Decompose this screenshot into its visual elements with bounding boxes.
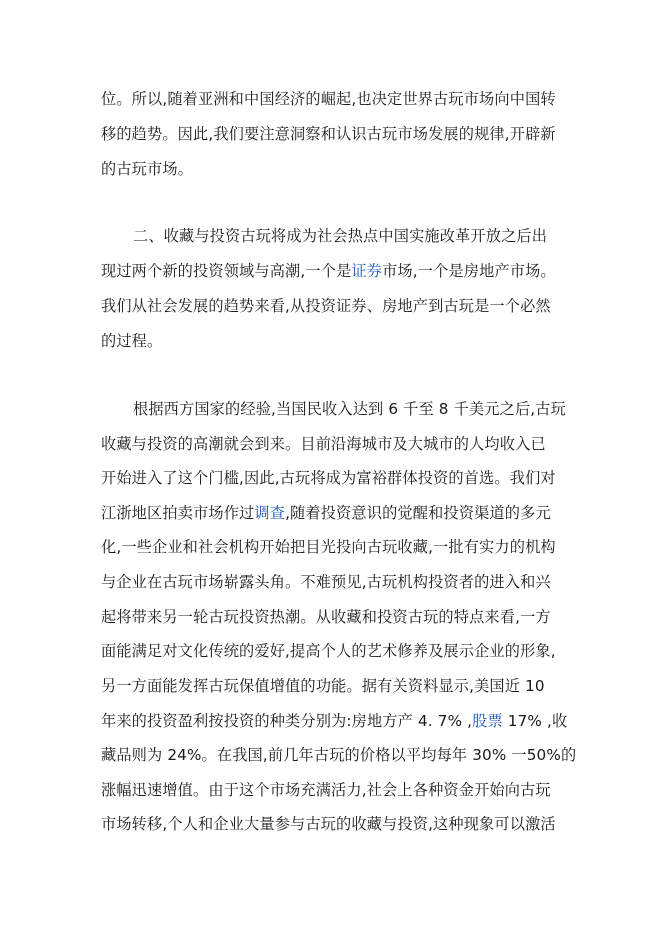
text-segment: 年来的投资盈利按投资的种类分别为:房地方产 4. 7% , bbox=[101, 712, 473, 730]
text-line bbox=[101, 261, 556, 281]
text-line: 与企业在古玩市场崭露头角。不难预见,古玩机构投资者的进入和兴 bbox=[101, 573, 551, 591]
text-line: 移的趋势。因此,我们要注意洞察和认识古玩市场发展的规律,开辟新 bbox=[101, 125, 556, 143]
text-segment: 市场,一个是房地产市场。 bbox=[382, 262, 556, 280]
text-line: 位。所以,随着亚洲和中国经济的崛起,也决定世界古玩市场向中国转 bbox=[101, 90, 556, 108]
text-line: 面能满足对文化传统的爱好,提高个人的艺术修养及展示企业的形象, bbox=[101, 642, 556, 660]
text-line: 的过程。 bbox=[101, 332, 163, 350]
text-segment: 17% ,收 bbox=[502, 712, 568, 730]
text-line: 藏品则为 24%。在我国,前几年古玩的价格以平均每年 30% 一50%的 bbox=[101, 746, 577, 764]
survey-link[interactable]: 调查 bbox=[254, 504, 286, 522]
stocks-link[interactable]: 股票 bbox=[472, 712, 503, 730]
text-segment: ,随着投资意识的觉醒和投资渠道的多元 bbox=[285, 504, 551, 522]
text-line: 化,一些企业和社会机构开始把目光投向古玩收藏,一批有实力的机构 bbox=[101, 538, 556, 556]
text-line: 涨幅迅速增值。由于这个市场充满活力,社会上各种资金开始向古玩 bbox=[101, 781, 551, 799]
text-line bbox=[101, 711, 567, 731]
text-line: 的古玩市场。 bbox=[101, 160, 194, 178]
text-line bbox=[101, 503, 551, 523]
text-line: 我们从社会发展的趋势来看,从投资证券、房地产到古玩是一个必然 bbox=[101, 297, 551, 315]
text-line: 开始进入了这个门槛,因此,古玩将成为富裕群体投资的首选。我们对 bbox=[101, 469, 556, 487]
text-line: 二、收藏与投资古玩将成为社会热点中国实施改革开放之后出 bbox=[133, 227, 548, 245]
text-line: 收藏与投资的高潮就会到来。目前沿海城市及大城市的人均收入已 bbox=[101, 435, 546, 453]
text-line: 根据西方国家的经验,当国民收入达到 6 千至 8 千美元之后,古玩 bbox=[133, 400, 566, 418]
text-line: 起将带来另一轮古玩投资热潮。从收藏和投资古玩的特点来看,一方 bbox=[101, 608, 551, 626]
securities-link[interactable]: 证券 bbox=[351, 262, 383, 280]
text-segment: 江浙地区拍卖市场作过 bbox=[101, 504, 255, 522]
text-line: 另一方面能发挥古玩保值增值的功能。据有关资料显示,美国近 10 bbox=[101, 677, 545, 695]
text-line: 市场转移,个人和企业大量参与古玩的收藏与投资,这种现象可以激活 bbox=[101, 815, 556, 833]
text-segment: 现过两个新的投资领域与高潮,一个是 bbox=[101, 262, 352, 280]
